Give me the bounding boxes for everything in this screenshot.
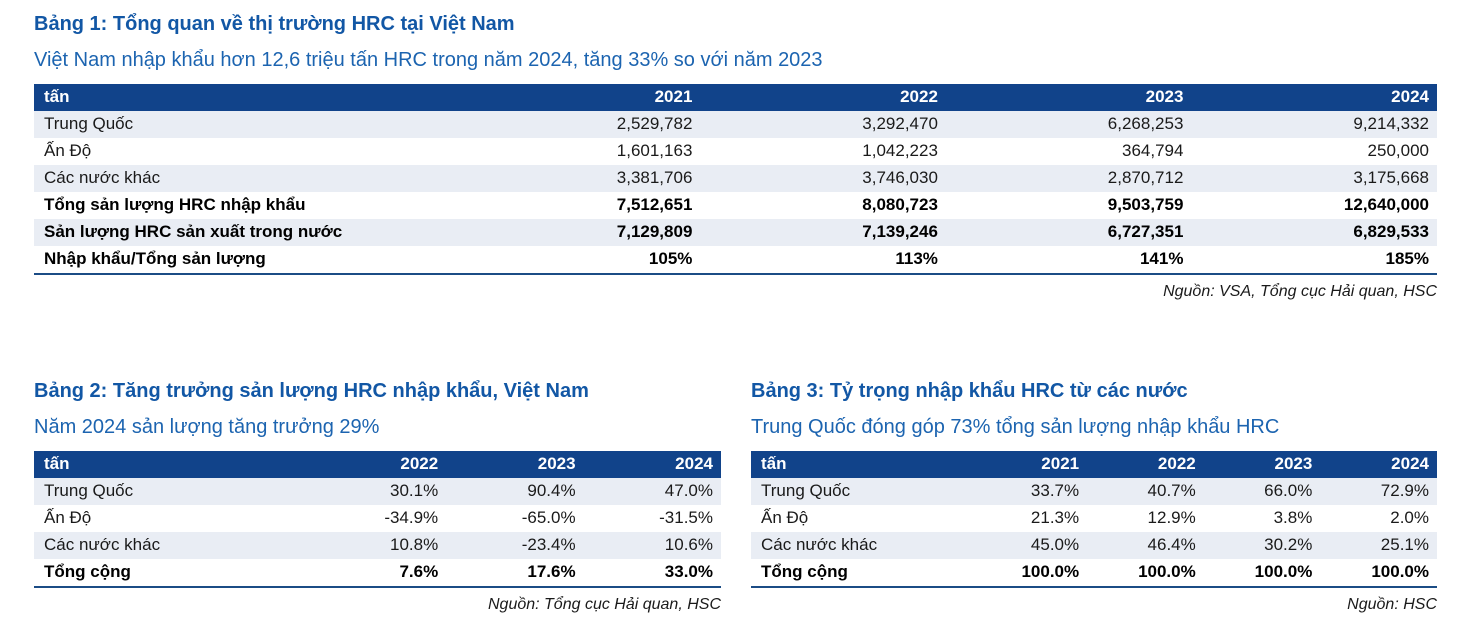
cell-value: 141% <box>1139 249 1184 268</box>
cell-value: 30.2% <box>1264 535 1313 554</box>
row-label: Các nước khác <box>44 535 161 554</box>
unit-header: tấn <box>34 84 455 111</box>
year-header: 2023 <box>946 84 1192 111</box>
table1-subtitle: Việt Nam nhập khẩu hơn 12,6 triệu tấn HRC trong năm 2024, tăng 33% so với năm 2023 <box>34 49 823 71</box>
table-row <box>34 165 1437 192</box>
cell-value: 100.0% <box>1254 562 1313 581</box>
row-label: Trung Quốc <box>761 481 851 500</box>
row-label: Trung Quốc <box>44 481 134 500</box>
bottom-tables-row <box>34 377 1437 616</box>
cell-value: 30.1% <box>389 481 439 500</box>
year-header: 2022 <box>1087 451 1204 478</box>
table-row <box>34 532 721 559</box>
cell-value: -23.4% <box>521 535 576 554</box>
row-label: Ấn Độ <box>761 508 809 527</box>
header-row <box>751 451 1437 478</box>
cell-value: 6,829,533 <box>1353 222 1429 241</box>
unit-header: tấn <box>751 451 971 478</box>
cell-value: 10.6% <box>664 535 713 554</box>
cell-value: 100.0% <box>1371 562 1429 581</box>
table1 <box>34 84 1437 275</box>
cell-value: -65.0% <box>521 508 576 527</box>
cell-value: 2,529,782 <box>616 114 693 133</box>
cell-value: 40.7% <box>1147 481 1196 500</box>
row-label: Nhập khẩu/Tổng sản lượng <box>44 249 266 268</box>
year-header: 2023 <box>446 451 583 478</box>
table-row <box>34 505 721 532</box>
cell-value: 7.6% <box>399 562 439 581</box>
cell-value: 250,000 <box>1367 141 1429 160</box>
table3-title: Bảng 3: Tỷ trọng nhập khẩu HRC từ các nước <box>751 380 1188 402</box>
table2-subtitle: Năm 2024 sản lượng tăng trưởng 29% <box>34 416 380 438</box>
header-row <box>34 451 721 478</box>
table-row <box>751 478 1437 505</box>
cell-value: 113% <box>895 249 938 268</box>
cell-value: 364,794 <box>1121 141 1184 160</box>
table-row <box>751 559 1437 587</box>
cell-value: 3,292,470 <box>862 114 938 133</box>
year-header: 2022 <box>309 451 446 478</box>
row-label: Các nước khác <box>761 535 878 554</box>
table-row <box>34 192 1437 219</box>
row-label: Ấn Độ <box>44 141 92 160</box>
cell-value: 33.0% <box>664 562 713 581</box>
row-label: Sản lượng HRC sản xuất trong nước <box>44 222 343 241</box>
cell-value: 3,746,030 <box>862 168 938 187</box>
table-row <box>34 478 721 505</box>
cell-value: 100.0% <box>1021 562 1080 581</box>
cell-value: 185% <box>1385 249 1429 268</box>
table3-source: Nguồn: HSC <box>1347 596 1437 613</box>
row-label: Các nước khác <box>44 168 161 187</box>
cell-value: 25.1% <box>1380 535 1429 554</box>
table3-section <box>751 377 1437 616</box>
cell-value: 21.3% <box>1030 508 1080 527</box>
table-row <box>34 111 1437 138</box>
table-row <box>34 246 1437 274</box>
row-label: Trung Quốc <box>44 114 134 133</box>
cell-value: 7,139,246 <box>862 222 938 241</box>
cell-value: -31.5% <box>659 508 713 527</box>
table2-title: Bảng 2: Tăng trưởng sản lượng HRC nhập khẩu, Việt Nam <box>34 380 589 402</box>
cell-value: 17.6% <box>527 562 576 581</box>
cell-value: 33.7% <box>1030 481 1080 500</box>
cell-value: 45.0% <box>1030 535 1080 554</box>
table1-source: Nguồn: VSA, Tổng cục Hải quan, HSC <box>1163 283 1437 300</box>
cell-value: 6,727,351 <box>1107 222 1184 241</box>
cell-value: 105% <box>648 249 693 268</box>
table-row <box>34 138 1437 165</box>
header-row <box>34 84 1437 111</box>
year-header: 2024 <box>1191 84 1437 111</box>
cell-value: 3,381,706 <box>616 168 693 187</box>
table-row <box>34 219 1437 246</box>
cell-value: 1,601,163 <box>616 141 693 160</box>
year-header: 2024 <box>584 451 721 478</box>
row-label: Tổng sản lượng HRC nhập khẩu <box>44 195 306 214</box>
table3-subtitle: Trung Quốc đóng góp 73% tổng sản lượng nhập khẩu HRC <box>751 416 1280 438</box>
row-label: Ấn Độ <box>44 508 92 527</box>
table2-section <box>34 377 721 616</box>
year-header: 2021 <box>971 451 1088 478</box>
table-row <box>34 559 721 587</box>
table3 <box>751 451 1437 588</box>
cell-value: 12,640,000 <box>1343 195 1429 214</box>
year-header: 2022 <box>700 84 946 111</box>
table1-section <box>34 10 1437 303</box>
unit-header: tấn <box>34 451 309 478</box>
cell-value: 46.4% <box>1147 535 1196 554</box>
cell-value: 100.0% <box>1138 562 1196 581</box>
year-header: 2023 <box>1204 451 1321 478</box>
table1-title: Bảng 1: Tổng quan về thị trường HRC tại Việt Nam <box>34 13 515 35</box>
cell-value: 3,175,668 <box>1353 168 1429 187</box>
cell-value: 90.4% <box>527 481 576 500</box>
row-label: Tổng cộng <box>44 562 131 581</box>
cell-value: 9,503,759 <box>1107 195 1184 214</box>
cell-value: 12.9% <box>1147 508 1196 527</box>
table2-source: Nguồn: Tổng cục Hải quan, HSC <box>487 596 721 613</box>
year-header: 2024 <box>1320 451 1437 478</box>
cell-value: 9,214,332 <box>1353 114 1429 133</box>
cell-value: 8,080,723 <box>862 195 938 214</box>
cell-value: 7,129,809 <box>616 222 693 241</box>
cell-value: 2.0% <box>1390 508 1429 527</box>
table-row <box>751 532 1437 559</box>
table2 <box>34 451 721 588</box>
cell-value: 1,042,223 <box>862 141 938 160</box>
year-header: 2021 <box>455 84 701 111</box>
cell-value: 72.9% <box>1380 481 1429 500</box>
row-label: Tổng cộng <box>761 562 848 581</box>
cell-value: 47.0% <box>664 481 713 500</box>
cell-value: -34.9% <box>384 508 439 527</box>
cell-value: 66.0% <box>1264 481 1313 500</box>
cell-value: 6,268,253 <box>1107 114 1184 133</box>
table-row <box>751 505 1437 532</box>
cell-value: 7,512,651 <box>616 195 693 214</box>
cell-value: 10.8% <box>389 535 439 554</box>
cell-value: 3.8% <box>1273 508 1313 527</box>
cell-value: 2,870,712 <box>1107 168 1184 187</box>
